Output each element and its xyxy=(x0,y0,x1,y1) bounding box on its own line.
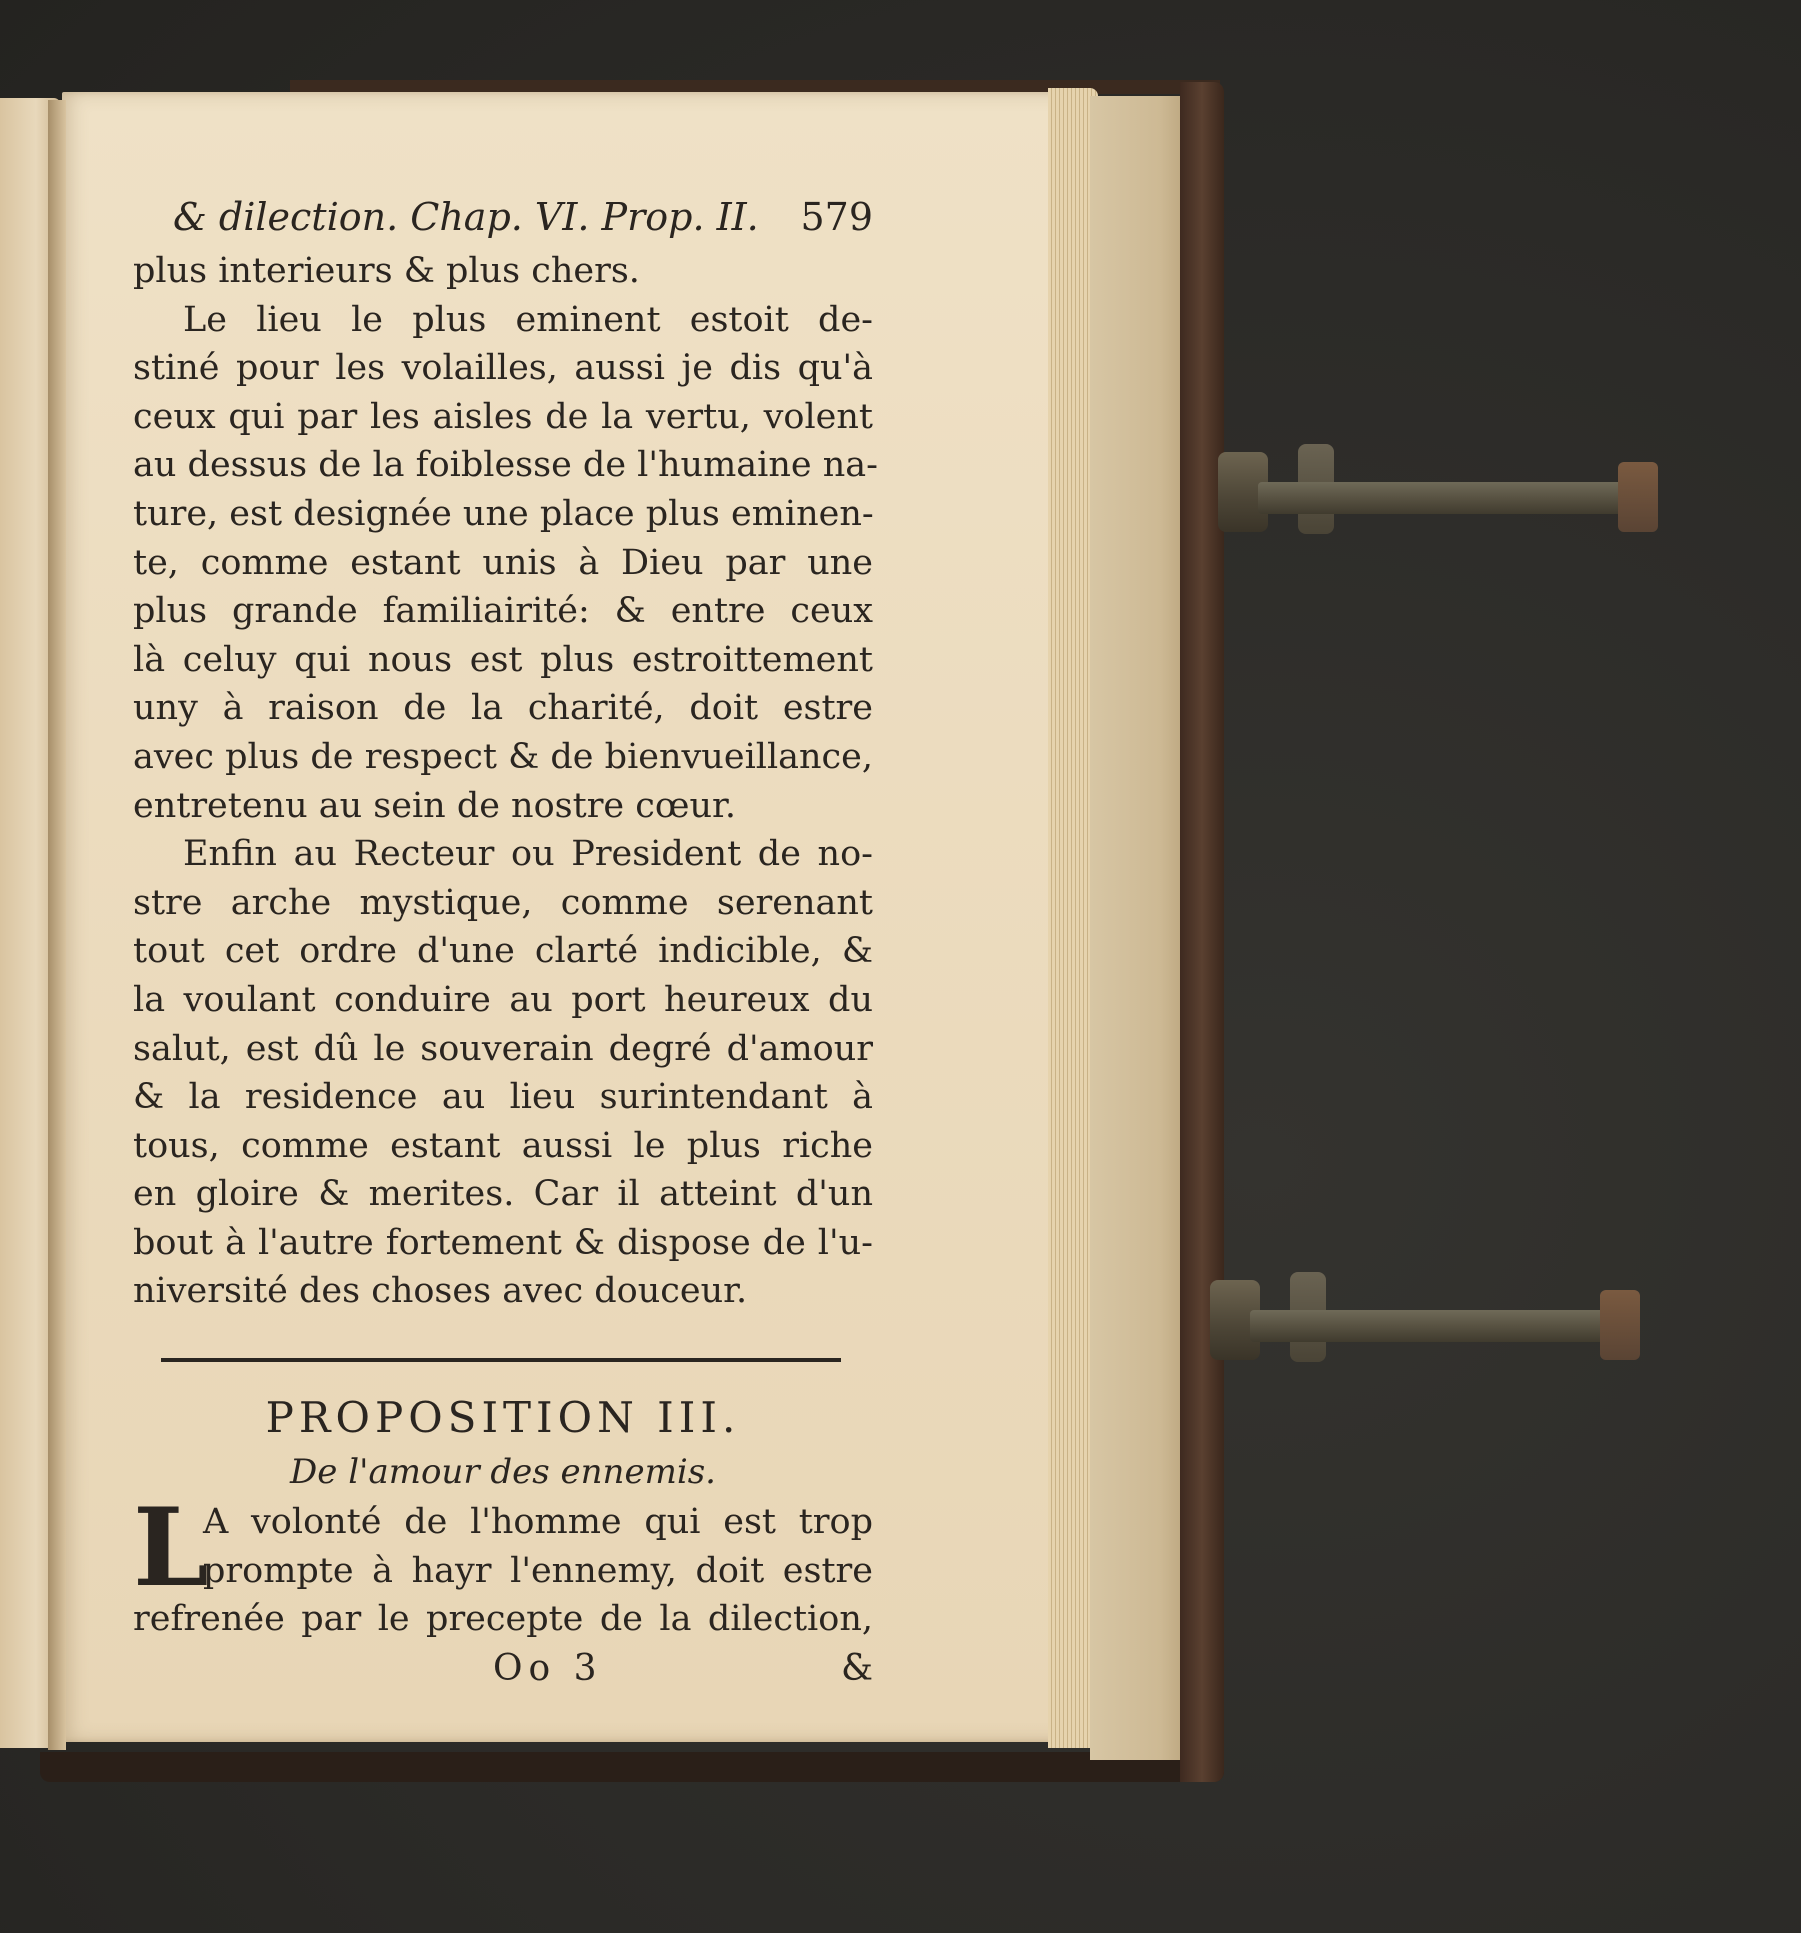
text-line: avec plus de respect & de bienvueillance, xyxy=(133,736,873,777)
text-line: tous, comme estant aussi le plus riche xyxy=(133,1125,873,1166)
proposition-heading: PROPOSITION III. xyxy=(265,1393,741,1443)
text-line: au dessus de la foiblesse de l'humaine na- xyxy=(133,445,878,486)
text-line: uny à raison de la charité, doit estre xyxy=(133,688,873,729)
text-line: entretenu au sein de nostre cœur. xyxy=(133,785,737,826)
text-line: & la residence au lieu surintendant à xyxy=(133,1077,873,1118)
paragraph-2 xyxy=(133,296,878,831)
text-line: là celuy qui nous est plus estroittement xyxy=(133,639,873,680)
page-gutter xyxy=(48,100,66,1750)
text-line: la voulant conduire au port heureux du xyxy=(133,979,873,1020)
flyleaf xyxy=(1090,96,1190,1760)
proposition-text xyxy=(133,1485,873,1644)
signature-mark: Oo 3 xyxy=(493,1647,603,1689)
text-line: Enfin au Recteur ou President de no- xyxy=(183,834,873,875)
text-line: A volonté de l'homme qui est trop xyxy=(203,1502,873,1543)
drop-cap: L xyxy=(133,1485,209,1612)
page-footer xyxy=(133,1644,873,1694)
cover-bottom-edge xyxy=(40,1752,1224,1782)
text-line: ture, est designée une place plus eminen- xyxy=(133,493,874,534)
clasp-tip xyxy=(1618,462,1658,532)
text-line: plus interieurs & plus chers. xyxy=(133,251,640,291)
clasp-bar xyxy=(1258,482,1638,514)
paragraph-3 xyxy=(133,830,873,1316)
text-line: prompte à hayr l'ennemy, doit estre xyxy=(203,1550,873,1591)
text-line: tout cet ordre d'une clarté indicible, & xyxy=(133,931,873,972)
text-line: Le lieu le plus eminent estoit de- xyxy=(183,299,873,340)
text-line: bout à l'autre fortement & dispose de l'u- xyxy=(133,1222,873,1263)
text-line: stre arche mystique, comme serenant xyxy=(133,882,873,923)
text-line: niversité des choses avec douceur. xyxy=(133,1271,748,1312)
clasp-bar xyxy=(1250,1310,1620,1342)
text-line: en gloire & merites. Car il atteint d'un xyxy=(133,1174,873,1215)
running-head: & dilection. Chap. VI. Prop. II. xyxy=(173,195,759,239)
page-text xyxy=(133,195,878,1694)
text-line: salut, est dû le souverain degré d'amour xyxy=(133,1028,873,1069)
text-line: te, comme estant unis à Dieu par une xyxy=(133,542,873,583)
text-line: ceux qui par les aisles de la vertu, volent xyxy=(133,396,873,437)
catchword: & xyxy=(840,1647,873,1689)
proposition-subtitle: De l'amour des ennemis. xyxy=(290,1452,716,1493)
text-line: stiné pour les volailles, aussi je dis qu'à xyxy=(133,348,873,389)
text-line: plus grande familiairité: & entre ceux xyxy=(133,591,873,632)
paragraph-1 xyxy=(133,247,873,296)
page-header xyxy=(133,195,873,247)
horizontal-rule xyxy=(161,1358,841,1362)
leather-cover-edge xyxy=(1180,82,1224,1782)
page-number: 579 xyxy=(800,195,873,239)
clasp-tip xyxy=(1600,1290,1640,1360)
text-line: refrenée par le precepte de la dilection, xyxy=(133,1599,873,1640)
